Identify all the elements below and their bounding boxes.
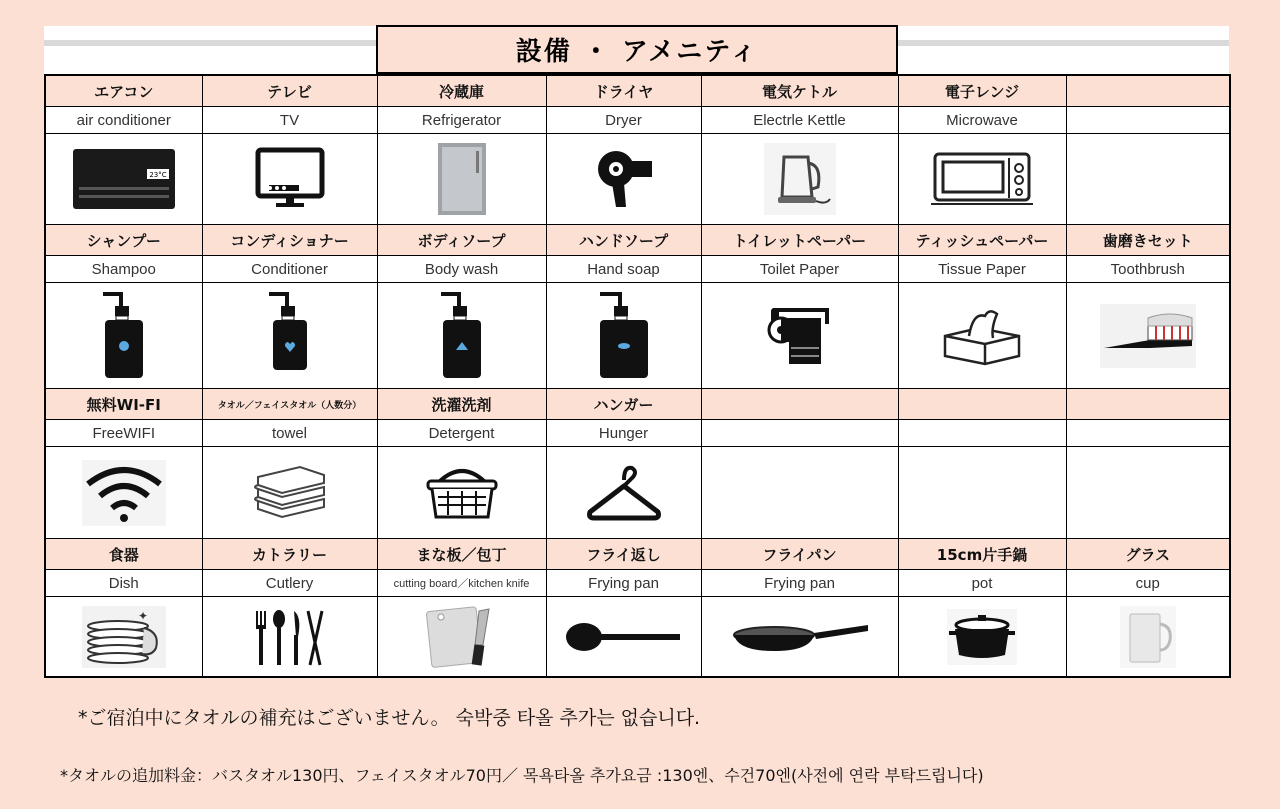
label-jp: 15cm片手鍋 xyxy=(898,539,1066,570)
label-jp: グラス xyxy=(1066,539,1230,570)
label-jp: ドライヤ xyxy=(546,75,701,107)
label-jp: 電子レンジ xyxy=(898,75,1066,107)
label-en: Shampoo xyxy=(45,256,202,283)
label-jp: ティッシュペーパー xyxy=(898,225,1066,256)
label-en: Detergent xyxy=(377,420,546,447)
label-jp: テレビ xyxy=(202,75,377,107)
label-jp: まな板／包丁 xyxy=(377,539,546,570)
label-jp: ボディソープ xyxy=(377,225,546,256)
label-jp: フライ返し xyxy=(546,539,701,570)
cup-icon xyxy=(1120,606,1176,668)
ac-temperature-display: 23°C xyxy=(149,171,167,179)
row2-images xyxy=(45,283,1230,389)
label-en: Conditioner xyxy=(202,256,377,283)
label-jp: 冷蔵庫 xyxy=(377,75,546,107)
label-jp: 電気ケトル xyxy=(701,75,898,107)
label-en xyxy=(701,420,898,447)
label-jp: 無料WI-FI xyxy=(45,389,202,420)
electric-kettle-icon xyxy=(764,143,836,215)
label-jp xyxy=(701,389,898,420)
label-jp xyxy=(1066,389,1230,420)
label-en: air conditioner xyxy=(45,107,202,134)
label-jp xyxy=(898,389,1066,420)
spatula-icon xyxy=(564,617,684,657)
header-bar-right xyxy=(897,26,1229,74)
laundry-basket-icon xyxy=(422,461,502,525)
towel-refill-note: *ご宿泊中にタオルの補充はございません。 숙박중 타올 추가는 없습니다. xyxy=(78,707,701,729)
conditioner-bottle-icon xyxy=(265,290,315,382)
label-jp: 洗濯洗剤 xyxy=(377,389,546,420)
label-en xyxy=(1066,420,1230,447)
label-jp: ハンガー xyxy=(546,389,701,420)
toilet-paper-icon xyxy=(765,304,835,368)
label-en: Dish xyxy=(45,570,202,597)
row3-japanese-labels xyxy=(45,389,1230,420)
label-en: Cutlery xyxy=(202,570,377,597)
dishes-icon xyxy=(82,606,166,668)
frying-pan-icon xyxy=(730,617,870,657)
pot-icon xyxy=(947,609,1017,665)
hand-soap-bottle-icon xyxy=(596,290,652,382)
hair-dryer-icon xyxy=(592,147,656,211)
row2-japanese-labels xyxy=(45,225,1230,256)
label-jp xyxy=(1066,75,1230,107)
label-jp: 歯磨きセット xyxy=(1066,225,1230,256)
label-en: cup xyxy=(1066,570,1230,597)
label-en: pot xyxy=(898,570,1066,597)
label-en: Electrle Kettle xyxy=(701,107,898,134)
towel-extra-fee-note: *タオルの追加料金：バスタオル130円、フェイスタオル70円／ 목욕타올 추가요금 :130엔、수건70엔(사전에 연락 부탁드립니다) xyxy=(60,766,984,785)
row4-english-labels xyxy=(45,570,1230,597)
label-en: Frying pan xyxy=(701,570,898,597)
label-en: Tissue Paper xyxy=(898,256,1066,283)
label-en: Hunger xyxy=(546,420,701,447)
label-en: TV xyxy=(202,107,377,134)
tissue-box-icon xyxy=(939,306,1025,366)
body-wash-bottle-icon xyxy=(437,290,487,382)
wifi-icon xyxy=(82,460,166,526)
header-bar-left xyxy=(44,26,377,74)
cutting-board-knife-icon xyxy=(425,605,499,669)
row3-images xyxy=(45,447,1230,539)
label-jp: フライパン xyxy=(701,539,898,570)
label-jp: タオル／フェイスタオル（人数分） xyxy=(202,389,377,420)
label-jp: コンディショナー xyxy=(202,225,377,256)
air-conditioner-icon xyxy=(71,147,177,211)
label-jp: エアコン xyxy=(45,75,202,107)
label-en: Toothbrush xyxy=(1066,256,1230,283)
towel-icon xyxy=(250,461,330,525)
label-en: Microwave xyxy=(898,107,1066,134)
row1-japanese-labels xyxy=(45,75,1230,107)
row3-english-labels xyxy=(45,420,1230,447)
label-en xyxy=(898,420,1066,447)
cutlery-icon xyxy=(250,607,330,667)
amenities-table xyxy=(44,74,1231,678)
label-jp: トイレットペーパー xyxy=(701,225,898,256)
label-en: towel xyxy=(202,420,377,447)
label-en: FreeWIFI xyxy=(45,420,202,447)
row2-english-labels xyxy=(45,256,1230,283)
label-jp: 食器 xyxy=(45,539,202,570)
refrigerator-icon xyxy=(436,141,488,217)
label-jp: シャンプー xyxy=(45,225,202,256)
label-jp: カトラリー xyxy=(202,539,377,570)
hanger-icon xyxy=(584,460,664,526)
label-en: Body wash xyxy=(377,256,546,283)
toothbrush-icon xyxy=(1100,304,1196,368)
label-en: Hand soap xyxy=(546,256,701,283)
label-en: Dryer xyxy=(546,107,701,134)
row1-english-labels xyxy=(45,107,1230,134)
shampoo-bottle-icon xyxy=(99,290,149,382)
label-en xyxy=(1066,107,1230,134)
label-jp: ハンドソープ xyxy=(546,225,701,256)
page-title: 設備 ・ アメニティ xyxy=(376,25,898,74)
svg-text:✦: ✦ xyxy=(137,608,148,623)
label-en: Refrigerator xyxy=(377,107,546,134)
row1-images xyxy=(45,134,1230,225)
row4-images xyxy=(45,597,1230,678)
label-en: cutting board／kitchen knife xyxy=(377,570,546,597)
microwave-icon xyxy=(931,150,1033,208)
row4-japanese-labels xyxy=(45,539,1230,570)
tv-icon xyxy=(255,147,325,211)
label-en: Toilet Paper xyxy=(701,256,898,283)
label-en: Frying pan xyxy=(546,570,701,597)
